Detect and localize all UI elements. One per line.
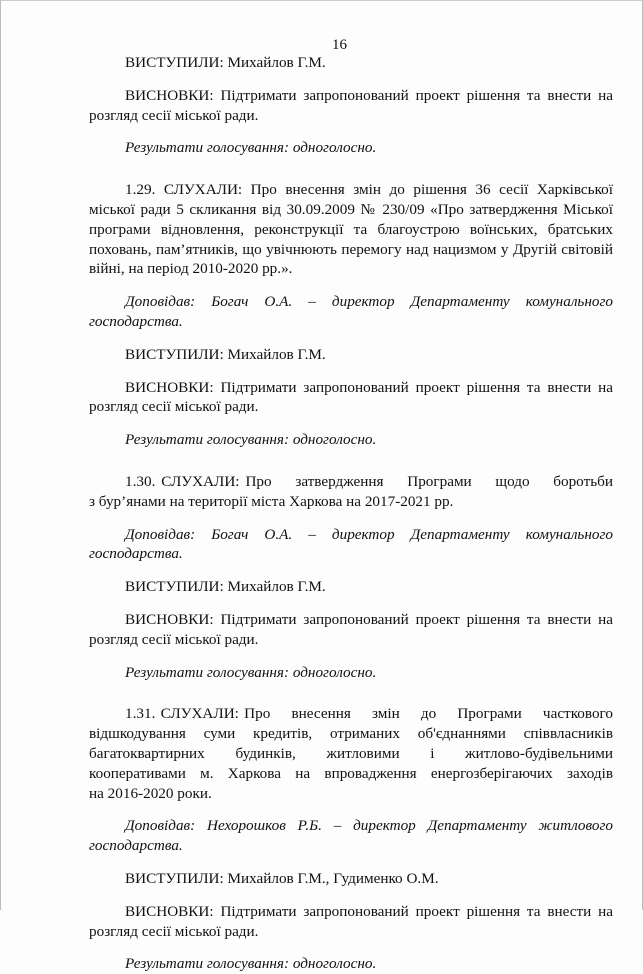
item-1-29-heard-line-5: війні, на період 2010-2020 рр.». bbox=[89, 260, 293, 278]
item-1-31-reporter-line-2: господарства. bbox=[89, 837, 183, 855]
item-1-31-speakers: ВИСТУПИЛИ: Михайлов Г.М., Гудименко О.М. bbox=[125, 869, 439, 887]
item-1-31-heard-line-2: відшкодування суми кредитів, отриманих об'єднаннями співвласників bbox=[89, 725, 613, 743]
item-1-29-heard-line-1: 1.29. СЛУХАЛИ: Про внесення змін до рішення 36 сесії Харківської bbox=[125, 181, 613, 199]
item-1-31-heard-line-3: багатоквартирних будинків, житловими і житлово-будівельними bbox=[89, 744, 613, 762]
item-1-30-conclusions-line-2: розгляд сесії міської ради. bbox=[89, 630, 259, 648]
item-1-31-heard-line-4: кооперативами м. Харкова на впровадження енергозберігаючих заходів bbox=[89, 764, 613, 782]
item-1-31-voting-results: Результати голосування: одноголосно. bbox=[125, 955, 377, 973]
item-1-29-heard-line-3: програми відновлення, реконструкції та благоустрою воїнських, братських bbox=[89, 220, 613, 238]
page-number: 16 bbox=[332, 37, 347, 53]
item-1-31-conclusions-line-1: ВИСНОВКИ: Підтримати запропонований проект рішення та внести на bbox=[125, 902, 613, 920]
item-1-29-speakers: ВИСТУПИЛИ: Михайлов Г.М. bbox=[125, 345, 326, 363]
item-1-30-reporter-line-1: Доповідав: Богач О.А. – директор Департаменту комунального bbox=[125, 525, 613, 543]
item-1-29-reporter-line-1: Доповідав: Богач О.А. – директор Департаменту комунального bbox=[125, 293, 613, 311]
item-1-29-voting-results: Результати голосування: одноголосно. bbox=[125, 431, 377, 449]
item-1-30-reporter-line-2: господарства. bbox=[89, 545, 183, 563]
item-1-29-conclusions-line-1: ВИСНОВКИ: Підтримати запропонований проект рішення та внести на bbox=[125, 378, 613, 396]
item-1-29-conclusions-line-2: розгляд сесії міської ради. bbox=[89, 398, 259, 416]
item-1-29-reporter-line-2: господарства. bbox=[89, 312, 183, 330]
item-1-29-heard-line-4: поховань, пам’ятників, що увічнюють перемогу над нацизмом у Другій світовій bbox=[89, 240, 613, 258]
item-1-31-heard-line-1: 1.31. СЛУХАЛИ: Про внесення змін до Програми часткового bbox=[125, 705, 613, 723]
item-1-30-voting-results: Результати голосування: одноголосно. bbox=[125, 663, 377, 681]
item-1-31-heard-line-5: на 2016-2020 роки. bbox=[89, 784, 212, 802]
item-1-30-heard-line-2: з бур’янами на території міста Харкова на 2017-2021 рр. bbox=[89, 492, 454, 510]
conclusions-line-2: розгляд сесії міської ради. bbox=[89, 106, 259, 124]
conclusions-line-1: ВИСНОВКИ: Підтримати запропонований проект рішення та внести на bbox=[125, 86, 613, 104]
item-1-30-conclusions-line-1: ВИСНОВКИ: Підтримати запропонований проект рішення та внести на bbox=[125, 610, 613, 628]
document-body bbox=[89, 53, 613, 974]
item-1-31-conclusions-line-2: розгляд сесії міської ради. bbox=[89, 922, 259, 940]
item-1-31-reporter-line-1: Доповідав: Нехорошков Р.Б. – директор Департаменту житлового bbox=[125, 817, 613, 835]
item-1-30-heard-line-1: 1.30. СЛУХАЛИ: Про затвердження Програми щодо боротьби bbox=[125, 472, 613, 490]
speakers-line: ВИСТУПИЛИ: Михайлов Г.М. bbox=[125, 54, 326, 71]
voting-results: Результати голосування: одноголосно. bbox=[125, 139, 377, 157]
item-1-29-heard-line-2: міської ради 5 скликання від 30.09.2009 № 230/09 «Про затвердження Міської bbox=[89, 200, 613, 218]
item-1-30-speakers: ВИСТУПИЛИ: Михайлов Г.М. bbox=[125, 578, 326, 596]
